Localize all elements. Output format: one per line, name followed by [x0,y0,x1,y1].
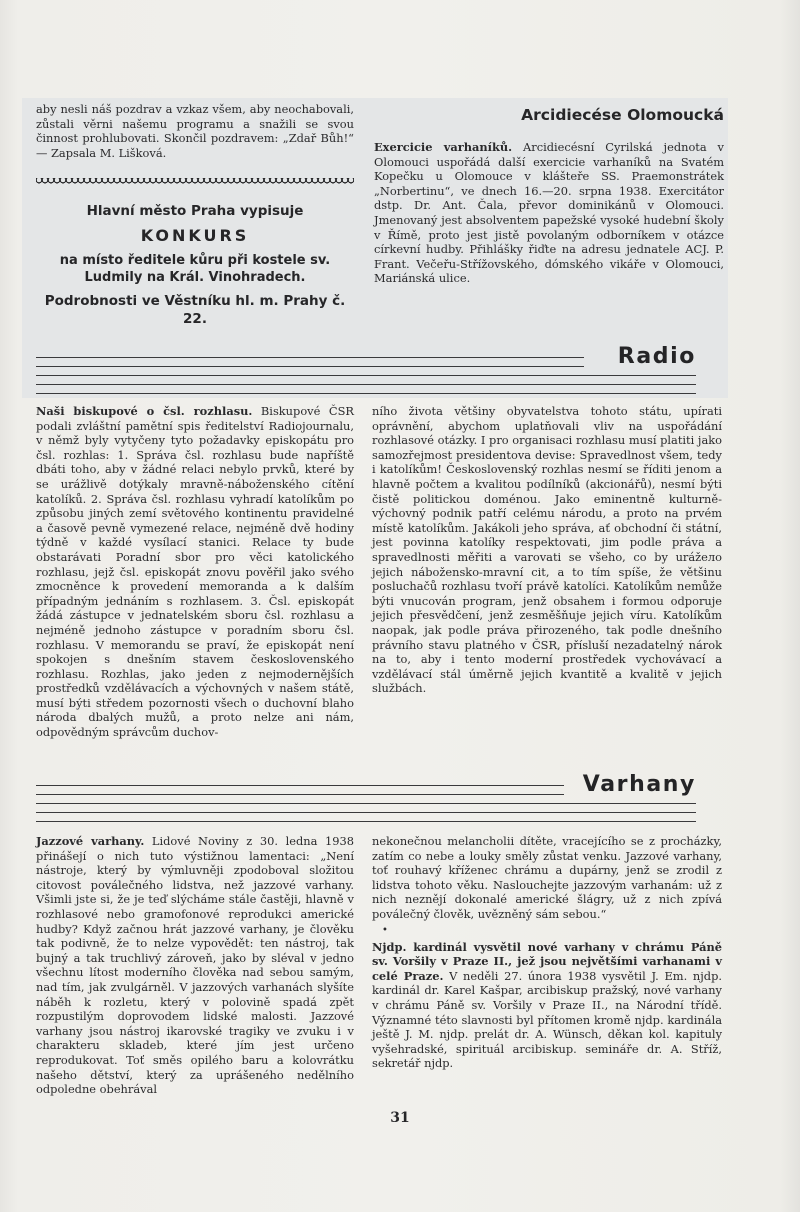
rule-line [36,794,564,795]
article-closing-paragraph [36,102,354,160]
rule-line [36,785,564,786]
konkurs-line-4: Podrobnosti ve Věstníku hl. m. Prahy č. 22. [44,293,346,327]
jazz-lead: Jazzové varhany. [36,834,145,848]
konkurs-line-1: Hlavní město Praha vypisuje [86,203,304,219]
archdiocese-body: Arcidiecésní Cyrilská jednota v Olomouci uspořádá další exercicie varhaníků na Svatém Kopečku u Olomouce v klášteře SS. Praemonstrátek „Norbertinu“, ve dnech 16.—20. srpna 1938. Exercitátor dstp. Dr. Ant. Čala, převor dominikánů v Olomouci. Jmenovaný jest absolventem papežské vysoké hudební školy v Římě, proto jest jistě povolaným odborníkem v otázce církevní hudby. Přihlášky řiďte na adresu jednatele ACJ. P. Frant. Večeřu-Střížovského, dómského vikáře v Olomouci, Mariánská ulice. [374,140,724,286]
jazz-organ-article-left-column [36,834,354,1097]
wavy-divider [36,178,354,186]
archdiocese-heading: Arcidiecése Olomoucká [521,106,724,124]
archdiocese-lead: Exercicie varhaníků. [374,140,513,154]
archdiocese-paragraph [374,140,724,286]
konkurs-title: KONKURS [140,226,250,245]
radio-article-right-column [372,404,722,696]
radio-paragraph [36,404,354,740]
bullet-separator: • [382,924,388,936]
archdiocese-article [374,140,724,286]
closing-paragraph-text: aby nesli náš pozdrav a vzkaz všem, aby neochabovali, zůstali věrni našemu programu a snažili se svou činnost prohlubovati. Skončil pozdravem: „Zdař Bůh!“ — Zapsala M. Lišková. [36,102,354,160]
rule-line [36,375,696,376]
jazz-right-body: nekonečnou melancholii dítěte, vracejícího se z procházky, zatím co nebe a louky směly zůstat venku. Jazzové varhany, toť rouhavý kříženec chrámu a dupárny, jenž se zrodil z lidstva tohoto věku. Naslouchejte jazzovým varhanám: už z nich neznějí dokonalé americké šlágry, už z nich zpívá poválečný člověk, uvězněný sám sebou.“ [372,834,722,921]
radio-article-left-column [36,404,354,740]
rule-line [36,821,696,822]
radio-lead: Naši biskupové o čsl. rozhlasu. [36,404,253,418]
cardinal-body: V neděli 27. února 1938 vysvětil J. Em. njdp. kardinál dr. Karel Kašpar, arcibiskup pražský, nové varhany v chrámu Páně sv. Voršily v Praze II., na Národní třídě. Významné této slavnosti byl přítomen kromě njdp. kardinála ještě J. M. njdp. prelát dr. A. Wünsch, děkan kol. kapituly vyšehradské, spirituál arcibiskup. semináře dr. A. Stříž, sekretář njdp. [372,968,722,1071]
organs-right-column [372,834,722,1071]
rule-line [36,366,584,367]
jazz-left-body: Lidové Noviny z 30. ledna 1938 přinášejí o nich tuto výstižnou lamentaci: „Není nástroje, který by výmluvněji zpodoboval složitou citovost poválečného lidstva, než jazzové varhany. Všimli jste si, že je teď slýcháme stále častěji, hlavně v rozhlasové nebo gramofonové reprodukci americké hudby? Když začnou hrát jazzové varhany, je člověku tak podivně, že to nelze vypovědět: ten nástroj, tak bujný a tak truchlivý zároveň, jako by sléval v jedno všechnu lítost moderního člověka nad sebou samým, nad tím, jak zvulgárněl. V jazzových varhanách slyšíte náběh k rozletu, který v polovině spadá zpět rozpustilým doprovodem lidské malosti. Jazzové varhany jsou nástroj ikarovské tragiky ve zvuku i v charakteru skladeb, které jím jest určeno reprodukovat. Toť směs opilého baru a kolovrátku našeho dětství, který za uprášeného nedělního odpoledne obehrával [36,834,354,1097]
radio-section-header [36,344,696,404]
radio-right-body: ního života většiny obyvatelstva tohoto státu, upírati oprávnění, abychom uplatňovali vliv na uspořádání rozhlasové otázky. I pro organisaci rozhlasu musí platiti jako samozřejmost presidentova devise: Spravedlnost všem, tedy i katolíkům! Československý rozhlas nesmí se říditi jenom a hlavně počtem a kvalitou podílníků (akcionářů), nesmí býti čistě politickou doménou. Jako eminentně kulturně-výchovný podnik patří celému národu, a proto na prvém místě katolíkům. Jakákoli jeho správa, ať obchodní či státní, jest povinna katolíky respektovati, jim podle práva a spravedlnosti měřiti a varovati se všeho, co by urážело jejich nábožensko-mravní cit, a to tím spíše, že většinu posluchačů rozhlasu tvoří právě katolíci. Katolíkům nemůže býti vnucován program, jenž obsahem i formou odporuje jejich přesvědčení, jenž zesměšňuje jejich víru. Katolíkům naopak, jak podle práva přirozeného, tak podle dnešního právního stavu platného v ČSR, přísluší nezadatelný nárok na to, aby i tento moderní prostředek vychovávací a vzdělávací stál úměrně jejich kvantitě a kvalitě v jejich službách. [372,404,722,696]
konkurs-advertisement [36,202,354,328]
radio-left-body: Biskupové ČSR podali zvláštní pamětní spis ředitelství Radiojournalu, v němž byly vytyčeny tyto požadavky episkopátu pro čsl. rozhlas: 1. Správa čsl. rozhlasu bude napříště dbáti toho, aby v žádné relaci nebylo prvků, které by se urážlivě dotýkaly mravně-náboženského cítění katolíků. 2. Správa čsl. rozhlasu vyhradí katolíkům po způsobu jiných zemí světového kontinentu pravidelné a časově pevně vymezené relace, nejméně dvě hodiny týdně v každé vysílací stanici. Relace ty bude obstarávati Poradní sbor pro věci katolického rozhlasu, jejž čsl. episkopát znovu pověřil jako svého zmocněnce k provedení memoranda a k dalším případným jednáním s rozhlasem. 3. Čsl. episkopát žádá zástupce v jednatelském sboru čsl. rozhlasu a nejméně jednoho zástupce v poradním sboru čsl. rozhlasu. V memorandu se praví, že episkopát není spokojen s dnešním stavem československého rozhlasu. Rozhlas, jako jeden z nejmodernějších prostředků vzdělávacích a výchovných v našem státě, musí býti středem pozornosti všech o duchovní blaho národa dbalých mužů, a proto nelze ani nám, odpovědným správcům duchov- [36,404,354,740]
jazz-paragraph [36,834,354,1097]
rule-line [36,384,696,385]
konkurs-line-3: na místo ředitele kůru při kostele sv. Ludmily na Král. Vinohradech. [59,253,331,285]
page-number: 31 [390,1110,410,1126]
rule-line [36,393,696,394]
radio-heading: Radio [617,344,696,369]
rule-line [36,803,696,804]
rule-line [36,357,584,358]
cardinal-paragraph [372,940,722,1071]
organs-heading: Varhany [582,772,696,797]
cardinal-lead: Njdp. kardinál vysvětil nové varhany v chrámu Páně sv. Voršily v Praze II., jež jsou největšími varhanami v celé Praze. [372,939,722,983]
rule-line [36,812,696,813]
organs-section-header [36,772,696,832]
